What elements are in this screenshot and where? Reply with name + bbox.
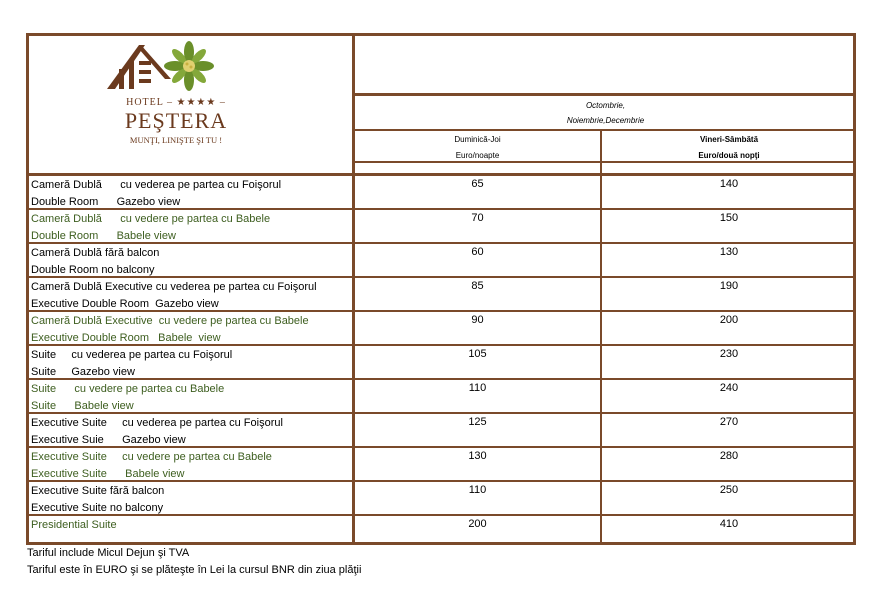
table-row (29, 176, 856, 210)
room-type-cell (31, 313, 309, 347)
divider-h-header-1 (355, 93, 856, 96)
weekday-rate: 130 (468, 450, 487, 462)
weekday-rate: 110 (468, 484, 487, 496)
table-row (29, 244, 856, 278)
table-row (29, 278, 856, 312)
room-type-cell (31, 177, 281, 211)
weekday-unit: Euro/noapte (455, 151, 500, 160)
weekend-days: Vineri-Sâmbătă (699, 135, 759, 144)
room-type-cell (31, 279, 317, 313)
logo-emblem-icon (101, 39, 251, 99)
room-type-en: Suite Gazebo view (31, 366, 135, 378)
weekday-rate: 90 (471, 314, 484, 326)
room-type-ro: Executive Suite fără balcon (31, 485, 165, 497)
room-type-en: Executive Suite Babele view (31, 468, 185, 480)
weekday-rate: 110 (468, 382, 487, 394)
room-type-ro: Executive Suite cu vedere pe partea cu Babele (31, 451, 272, 463)
weekend-rate: 140 (719, 178, 739, 190)
room-type-cell (31, 211, 270, 245)
hotel-label: HOTEL – ★★★★ – (126, 97, 226, 108)
table-row (29, 210, 856, 244)
weekend-rate: 240 (719, 382, 739, 394)
hotel-logo (29, 36, 352, 174)
weekday-rate: 125 (468, 416, 487, 428)
table-row (29, 380, 856, 414)
room-type-ro: Executive Suite cu vederea pe partea cu Foişorul (31, 417, 283, 429)
room-type-cell (31, 517, 117, 534)
weekday-rate: 65 (471, 178, 484, 190)
column-header-weekend (602, 132, 856, 164)
weekend-rate: 150 (719, 212, 739, 224)
weekend-rate: 410 (719, 518, 739, 530)
room-type-ro: Cameră Dublă cu vederea pe partea cu Foişorul (31, 179, 282, 191)
hotel-brand-name: PEŞTERA (124, 108, 228, 133)
weekday-rate: 105 (468, 348, 487, 360)
table-row (29, 346, 856, 380)
weekend-rate: 200 (719, 314, 739, 326)
room-type-ro: Presidential Suite (31, 519, 117, 531)
room-type-ro: Cameră Dublă fără balcon (31, 247, 160, 259)
weekday-rate: 85 (471, 280, 484, 292)
room-type-cell (31, 381, 224, 415)
room-type-cell (31, 245, 159, 279)
hotel-tagline: MUNŢI, LINIŞTE ŞI TU ! (129, 135, 223, 145)
weekend-rate: 250 (719, 484, 739, 496)
table-row (29, 448, 856, 482)
room-type-cell (31, 483, 164, 517)
room-type-en: Suite Babele view (31, 400, 134, 412)
room-type-en: Executive Suite no balcony (31, 502, 164, 514)
weekend-rate: 190 (719, 280, 739, 292)
room-type-ro: Cameră Dublă cu vedere pe partea cu Babele (31, 213, 271, 225)
period-line-1: Octombrie, (585, 101, 626, 110)
room-type-ro: Suite cu vederea pe partea cu Foişorul (31, 349, 233, 361)
table-row (29, 482, 856, 516)
weekday-rate: 200 (468, 518, 487, 530)
weekend-rate: 130 (719, 246, 739, 258)
period-line-2: Noiembrie,Decembrie (566, 116, 645, 125)
room-type-ro: Cameră Dublă Executive cu vederea pe partea cu Foişorul (31, 281, 317, 293)
room-type-cell (31, 415, 283, 449)
room-type-ro: Cameră Dublă Executive cu vedere pe partea cu Babele (31, 315, 309, 327)
room-type-en: Executive Double Room Babele view (31, 332, 221, 344)
weekday-days: Duminică-Joi (454, 135, 501, 144)
weekend-rate: 280 (719, 450, 739, 462)
period-label (355, 98, 856, 128)
room-type-cell (31, 347, 232, 381)
column-header-weekday (355, 132, 600, 164)
table-row (29, 516, 856, 550)
room-type-en: Executive Suie Gazebo view (31, 434, 186, 446)
table-row (29, 414, 856, 448)
divider-h-header-2 (355, 129, 856, 131)
weekday-rate: 60 (471, 246, 484, 258)
room-type-cell (31, 449, 272, 483)
room-type-ro: Suite cu vedere pe partea cu Babele (31, 383, 225, 395)
room-type-en: Executive Double Room Gazebo view (31, 298, 219, 310)
weekend-unit: Euro/două nopţi (698, 151, 760, 160)
room-type-en: Double Room Gazebo view (31, 196, 181, 208)
weekend-rate: 270 (719, 416, 739, 428)
room-type-en: Double Room Babele view (31, 230, 176, 242)
price-table (26, 33, 856, 545)
footer-note-2: Tariful este în EURO şi se plăteşte în Lei la cursul BNR din ziua plăţii (27, 564, 362, 576)
weekday-rate: 70 (471, 212, 484, 224)
room-type-en: Double Room no balcony (31, 264, 155, 276)
weekend-rate: 230 (719, 348, 739, 360)
footer-note-1: Tariful include Micul Dejun şi TVA (27, 547, 190, 559)
table-row (29, 312, 856, 346)
